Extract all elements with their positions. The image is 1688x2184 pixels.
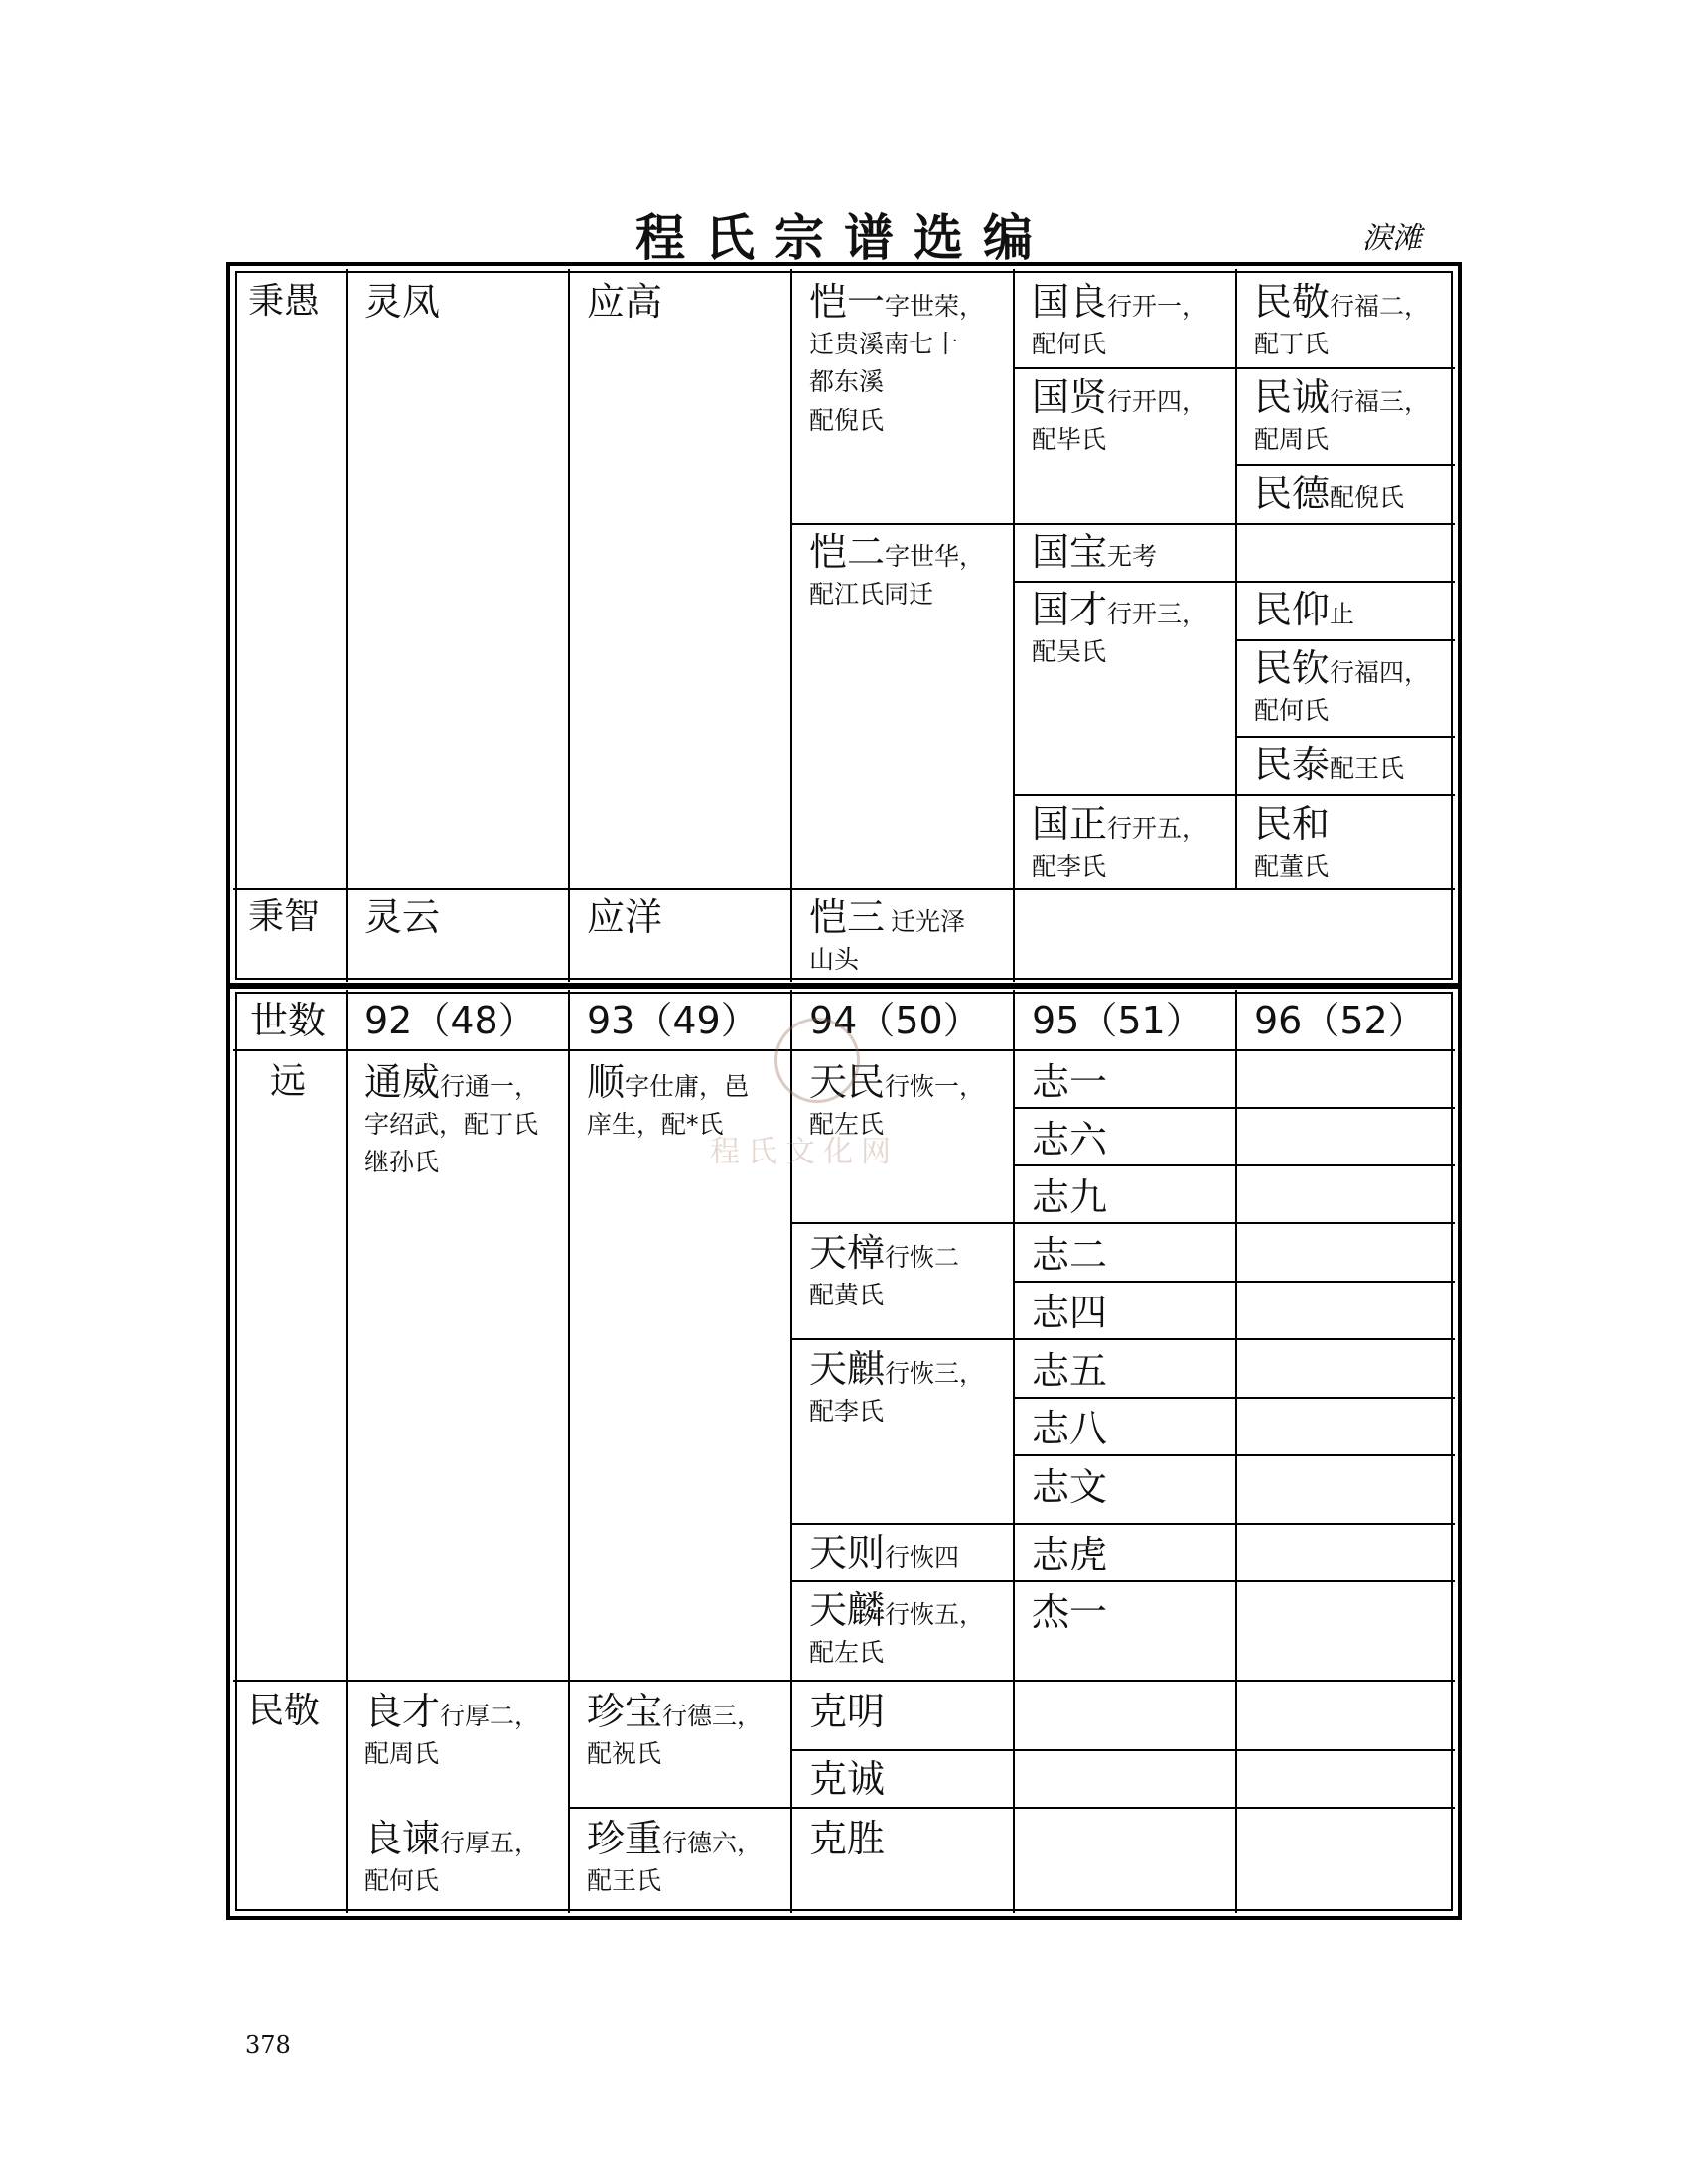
person-note: 行开四， bbox=[1107, 387, 1207, 416]
header-cell: 95（51） bbox=[1032, 999, 1203, 1042]
person-entry bbox=[797, 528, 1006, 614]
person-entry bbox=[797, 1586, 984, 1672]
person-note: 行厚二， bbox=[440, 1702, 540, 1730]
person-note: 配何氏 bbox=[1254, 695, 1330, 725]
person-name: 良谏 bbox=[364, 1817, 441, 1860]
person-name: 志九 bbox=[1032, 1175, 1108, 1219]
person-name: 国才 bbox=[1032, 588, 1108, 631]
person-name: 志八 bbox=[1032, 1407, 1108, 1450]
person-entry bbox=[1242, 644, 1429, 730]
person-note: 迁贵溪南七十 bbox=[809, 329, 959, 358]
person-note: 配何氏 bbox=[1032, 329, 1107, 358]
person-entry bbox=[797, 1345, 984, 1431]
person-entry bbox=[1242, 373, 1429, 459]
person-entry bbox=[1020, 800, 1206, 886]
person-note: 行德六， bbox=[662, 1829, 763, 1857]
person-note: 行德三， bbox=[662, 1702, 763, 1730]
person-entry bbox=[352, 1815, 539, 1900]
person-note: 配周氏 bbox=[364, 1738, 440, 1768]
person-note: 配李氏 bbox=[809, 1396, 885, 1426]
header-cell: 96（52） bbox=[1254, 999, 1426, 1042]
person-entry bbox=[352, 1058, 566, 1182]
person-name: 克明 bbox=[809, 1690, 886, 1733]
person-name: 天则 bbox=[809, 1531, 886, 1574]
person-name: 志一 bbox=[1032, 1060, 1108, 1104]
person-note: 配何氏 bbox=[364, 1865, 440, 1895]
person-entry bbox=[1242, 278, 1429, 363]
person-note: 配董氏 bbox=[1254, 851, 1330, 881]
person-name: 恺二 bbox=[809, 530, 886, 574]
person-note: 字世华， bbox=[885, 542, 985, 571]
seal-watermark bbox=[774, 1018, 860, 1103]
person-note: 字世荣， bbox=[885, 292, 985, 321]
person-note: 行恢三， bbox=[885, 1359, 985, 1388]
person-note: 配周氏 bbox=[1254, 424, 1330, 454]
person-note: 行厚五， bbox=[440, 1829, 540, 1857]
person-note: 配左氏 bbox=[809, 1637, 885, 1667]
person-name: 天民 bbox=[809, 1060, 886, 1104]
generation-label: 民敬 bbox=[248, 1691, 321, 1731]
header-cell: 世数 bbox=[250, 999, 327, 1042]
person-note: 行恢四 bbox=[885, 1543, 960, 1571]
person-name: 民钦 bbox=[1254, 646, 1331, 690]
person-note: 配李氏 bbox=[1032, 851, 1107, 881]
person-entry bbox=[797, 893, 1006, 979]
person-note: 继孙氏 bbox=[364, 1148, 440, 1177]
person-note: 都东溪 bbox=[809, 367, 885, 397]
person-name: 民诚 bbox=[1254, 375, 1331, 419]
person-note: 配吴氏 bbox=[1032, 636, 1107, 666]
person-name: 国宝 bbox=[1032, 530, 1108, 574]
person-name: 克胜 bbox=[809, 1817, 886, 1860]
header-cell: 92（48） bbox=[364, 999, 536, 1042]
person-note: 行福二， bbox=[1330, 292, 1430, 321]
person-name: 国正 bbox=[1032, 802, 1108, 846]
person-name: 应高 bbox=[587, 280, 663, 324]
person-note: 止 bbox=[1330, 600, 1355, 628]
person-name: 灵云 bbox=[364, 895, 441, 939]
person-name: 珍宝 bbox=[587, 1690, 663, 1733]
generation-label: 秉智 bbox=[248, 896, 321, 937]
person-name: 恺一 bbox=[809, 280, 886, 324]
person-name: 珍重 bbox=[587, 1817, 663, 1860]
generation-label: 远 bbox=[270, 1061, 307, 1102]
person-note: 行恢二 bbox=[885, 1243, 960, 1272]
person-entry bbox=[1242, 586, 1354, 633]
person-note: 山头 bbox=[809, 944, 860, 974]
person-name: 民敬 bbox=[1254, 280, 1331, 324]
person-note: 庠生，配*氏 bbox=[587, 1109, 724, 1139]
person-name: 民仰 bbox=[1254, 588, 1331, 631]
person-note: 行开三， bbox=[1107, 600, 1207, 628]
person-note: 行恢一， bbox=[885, 1072, 985, 1101]
person-entry bbox=[575, 1688, 762, 1773]
person-name: 天麒 bbox=[809, 1347, 886, 1391]
person-name: 恺三 bbox=[809, 895, 886, 939]
person-name: 民德 bbox=[1254, 472, 1331, 515]
person-name: 国良 bbox=[1032, 280, 1108, 324]
person-note: 配丁氏 bbox=[1254, 329, 1330, 358]
person-note: 配王氏 bbox=[1330, 754, 1405, 783]
person-note: 配左氏 bbox=[809, 1109, 885, 1139]
page-number: 378 bbox=[245, 2031, 291, 2059]
person-note: 配祝氏 bbox=[587, 1738, 662, 1768]
person-name: 志文 bbox=[1032, 1465, 1108, 1509]
person-note: 行恢五， bbox=[885, 1600, 985, 1629]
person-entry bbox=[797, 1529, 959, 1576]
person-note: 配毕氏 bbox=[1032, 424, 1107, 454]
header-cell: 93（49） bbox=[587, 999, 759, 1042]
place-name: 淚滩 bbox=[1362, 221, 1422, 256]
person-name: 顺 bbox=[587, 1060, 626, 1104]
person-name: 志二 bbox=[1032, 1233, 1108, 1277]
person-note: 配黄氏 bbox=[809, 1280, 885, 1309]
person-name: 志五 bbox=[1032, 1349, 1108, 1393]
person-entry bbox=[1242, 800, 1330, 886]
person-entry bbox=[1242, 741, 1404, 788]
person-name: 通威 bbox=[364, 1060, 441, 1104]
person-name: 杰一 bbox=[1032, 1590, 1108, 1634]
generation-label: 秉愚 bbox=[248, 281, 321, 322]
person-note: 迁光泽 bbox=[891, 907, 966, 936]
person-name: 国贤 bbox=[1032, 375, 1108, 419]
person-note: 配江氏同迁 bbox=[809, 579, 934, 609]
person-name: 良才 bbox=[364, 1690, 441, 1733]
person-name: 民泰 bbox=[1254, 743, 1331, 786]
person-note: 行福四， bbox=[1330, 658, 1430, 687]
person-entry bbox=[1020, 373, 1206, 459]
person-entry bbox=[797, 278, 1006, 441]
person-note: 无考 bbox=[1107, 542, 1158, 571]
person-entry bbox=[1020, 528, 1157, 576]
person-name: 应洋 bbox=[587, 895, 663, 939]
person-entry bbox=[352, 1688, 539, 1773]
person-note: 行福三， bbox=[1330, 387, 1430, 416]
person-name: 克诚 bbox=[809, 1757, 886, 1801]
person-entry bbox=[1020, 586, 1206, 671]
header-cell: 94（50） bbox=[809, 999, 981, 1042]
person-name: 志虎 bbox=[1032, 1533, 1108, 1576]
person-name: 志六 bbox=[1032, 1118, 1108, 1161]
person-entry bbox=[797, 1229, 959, 1314]
page-title: 程氏宗谱选编 bbox=[635, 208, 1053, 267]
person-entry bbox=[1020, 278, 1206, 363]
person-note: 配倪氏 bbox=[1330, 483, 1405, 512]
person-entry bbox=[1242, 470, 1404, 517]
person-name: 天樟 bbox=[809, 1231, 886, 1275]
person-name: 灵凤 bbox=[364, 280, 441, 324]
person-note: 字绍武，配丁氏 bbox=[364, 1109, 539, 1139]
watermark-text: 程氏文化网 bbox=[710, 1135, 899, 1169]
person-note: 配王氏 bbox=[587, 1865, 662, 1895]
person-note: 行开一， bbox=[1107, 292, 1207, 321]
person-note: 行开五， bbox=[1107, 814, 1207, 843]
person-entry bbox=[575, 1815, 762, 1900]
person-note: 字仕庸，邑 bbox=[625, 1072, 750, 1101]
person-name: 天麟 bbox=[809, 1588, 886, 1632]
person-name: 志四 bbox=[1032, 1291, 1108, 1334]
person-note: 行通一， bbox=[440, 1072, 540, 1101]
person-name: 民和 bbox=[1254, 802, 1331, 846]
person-note: 配倪氏 bbox=[809, 406, 885, 436]
